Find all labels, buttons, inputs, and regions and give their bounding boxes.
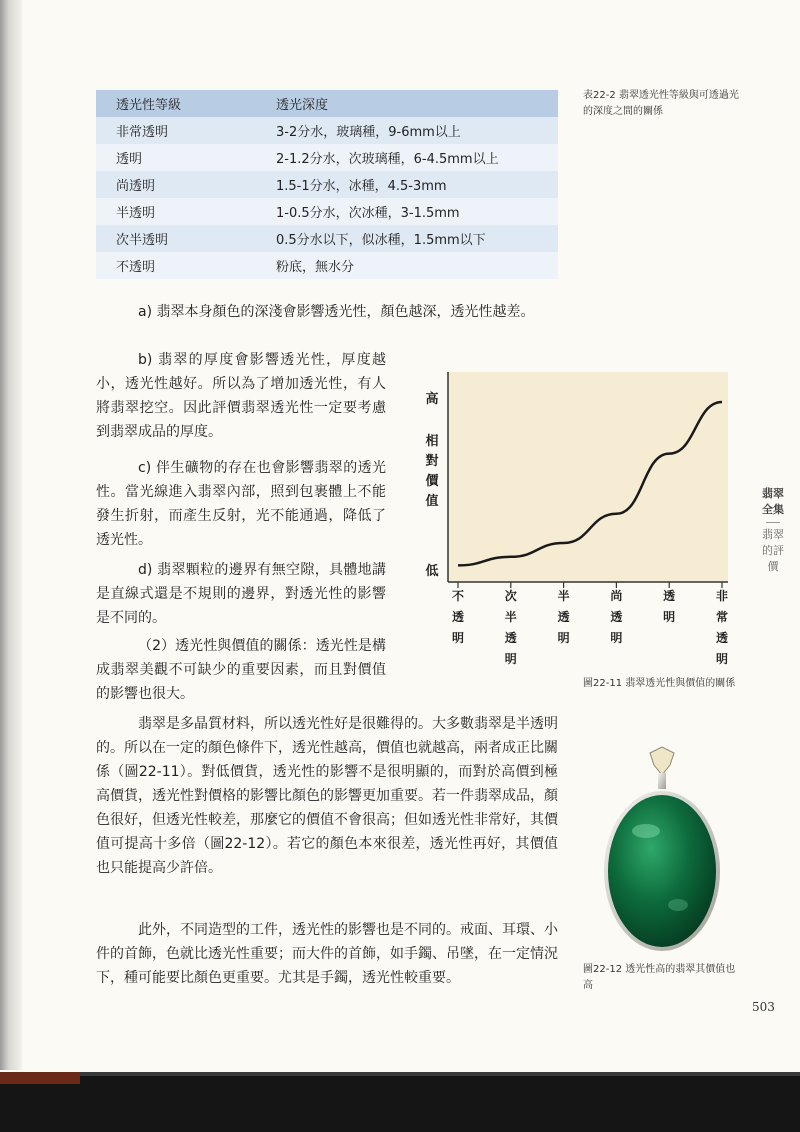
book-spine <box>0 0 22 1070</box>
table-header: 透光性等級 <box>96 90 256 117</box>
table-cell: 2-1.2分水，次玻璃種，6-4.5mm以上 <box>256 144 558 171</box>
table-cell: 次半透明 <box>96 225 256 252</box>
x-tick-label: 透明 <box>663 589 676 624</box>
paragraph-e: （2）透光性與價值的關係：透光性是構成翡翠美觀不可缺少的重要因素，而且對價值的影響也很大。 <box>96 638 386 702</box>
table-cell: 不透明 <box>96 252 256 279</box>
table-row <box>96 117 558 144</box>
table-cell: 透明 <box>96 144 256 171</box>
table-caption: 表22-2 翡翠透光性等級與可透過光的深度之間的關係 <box>583 90 739 117</box>
value-chart <box>400 372 730 672</box>
pendant-caption: 圖22-12 透光性高的翡翠其價值也高 <box>583 964 736 991</box>
paragraph-g: 此外，不同造型的工件，透光性的影響也是不同的。戒面、耳環、小件的首飾，色就比透光性重要；而大件的首飾，如手鐲、吊墜，在一定情況下，種可能要比顏色更重要。尤其是手鐲，透光性較重要。 <box>96 922 558 986</box>
x-tick-label: 次半透明 <box>504 589 517 666</box>
table-cell: 半透明 <box>96 198 256 225</box>
side-tab-divider <box>766 522 780 523</box>
side-tab-title: 翡翠全集 <box>762 487 784 516</box>
paragraph-f: 翡翠是多晶質材料，所以透光性好是很難得的。大多數翡翠是半透明的。所以在一定的顏色條件下，透光性越高，價值也就越高，兩者成正比關係（圖22-11）。對低價貨，透光性的影響不是很明顯的，而對於高價到極高價貨，透光性對價格的影響比顏色的影響更加重要。若一件翡翠成品，顏色很好，但透光性較差，那麼它的價值不會很高；但如透光性非常好，其價值可提高十多倍（圖22-12）。若它的顏色本來很差，透光性再好，其價值也只能提高少許倍。 <box>96 716 558 876</box>
y-axis-label: 相對價值 <box>425 434 439 509</box>
table-header-row <box>96 90 558 117</box>
value-curve <box>458 402 722 565</box>
paragraph-c: c) 伴生礦物的存在也會影響翡翠的透光性。當光線進入翡翠內部，照到包裹體上不能發生折射，而產生反射，光不能通過，降低了透光性。 <box>96 460 386 548</box>
translucency-table <box>96 90 558 279</box>
table-cell: 1.5-1分水，冰種，4.5-3mm <box>256 171 558 198</box>
scan-bottom-edge <box>0 1072 800 1132</box>
table-header: 透光深度 <box>256 90 558 117</box>
table-cell: 非常透明 <box>96 117 256 144</box>
side-section-tab <box>762 486 784 575</box>
table-cell: 1-0.5分水，次冰種，3-1.5mm <box>256 198 558 225</box>
table-row <box>96 225 558 252</box>
table-cell: 0.5分水以下，似冰種，1.5mm以下 <box>256 225 558 252</box>
table-cell: 3-2分水，玻璃種，9-6mm以上 <box>256 117 558 144</box>
y-bottom-label: 低 <box>425 564 439 579</box>
chart-caption: 圖22-11 翡翠透光性與價值的關係 <box>583 678 736 689</box>
table-cell: 尚透明 <box>96 171 256 198</box>
x-tick-label: 非常透明 <box>715 589 728 666</box>
table-row <box>96 198 558 225</box>
table-cell: 粉底，無水分 <box>256 252 558 279</box>
page-number: 503 <box>752 1000 775 1014</box>
paragraph-a: a) 翡翠本身顏色的深淺會影響透光性，顏色越深，透光性越差。 <box>138 304 535 320</box>
y-top-label: 高 <box>425 392 439 407</box>
page-edge <box>80 1072 800 1076</box>
side-tab-subtitle: 翡翠的評價 <box>762 528 784 573</box>
book-cover-edge <box>0 1072 80 1084</box>
table-row <box>96 252 558 279</box>
jade-pendant-image <box>592 745 732 955</box>
x-tick-label: 不透明 <box>451 589 464 645</box>
paragraph-b: b) 翡翠的厚度會影響透光性，厚度越小，透光性越好。所以為了增加透光性，有人將翡翠挖空。因此評價翡翠透光性一定要考慮到翡翠成品的厚度。 <box>96 352 386 440</box>
table-row <box>96 144 558 171</box>
x-tick-label: 尚透明 <box>610 589 623 645</box>
paragraph-d: d) 翡翠顆粒的邊界有無空隙，具體地講是直線式還是不規則的邊界，對透光性的影響是不同的。 <box>96 562 386 626</box>
x-tick-label: 半透明 <box>557 589 570 645</box>
table-row <box>96 171 558 198</box>
